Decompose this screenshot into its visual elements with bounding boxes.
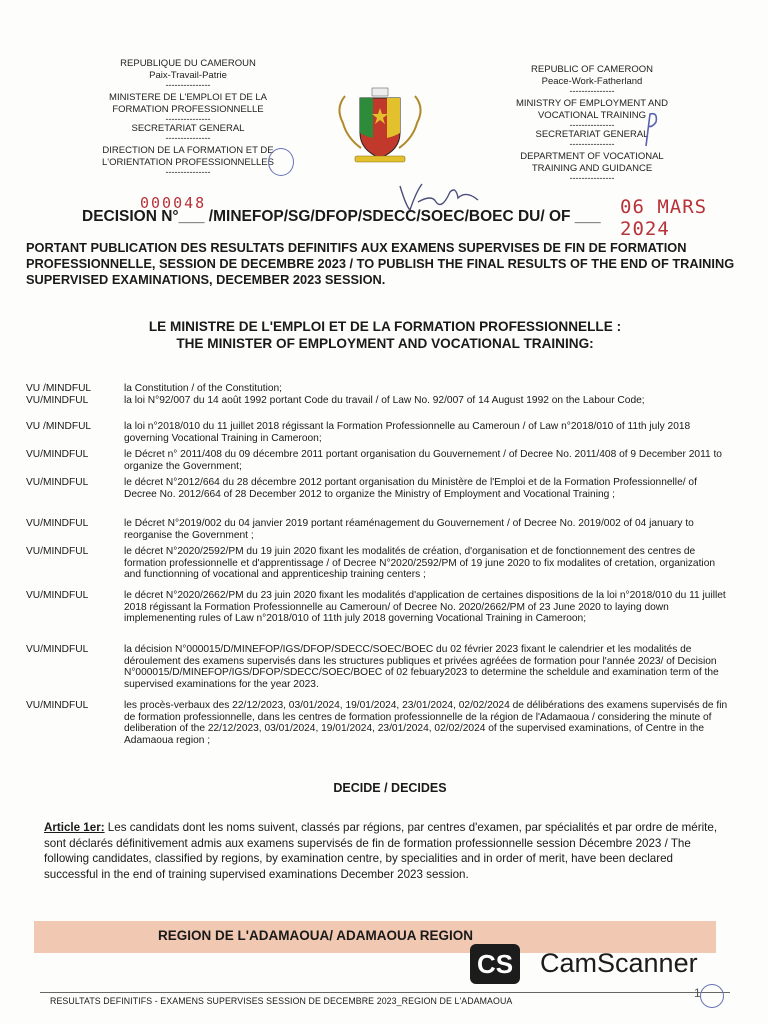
article-label: Article 1er: — [44, 821, 105, 834]
divider: --------------- — [165, 114, 211, 124]
decide-heading: DECIDE / DECIDES — [333, 781, 447, 795]
decision-number-stamp: 000048 — [140, 194, 207, 212]
ministry-fr-line2: FORMATION PROFESSIONNELLE — [112, 104, 264, 115]
vu-label: VU /MINDFUL — [26, 383, 92, 394]
vu-text: les procès-verbaux des 22/12/2023, 03/01/2024, 19/01/2024, 23/01/2024, 02/02/2024 de délibérations des examens supervisés de fin de formation professionnelle, dans les centres de formation professionnelle de la région de l'Adamaoua / considering the minute of deliberation of the 22/12/2023, 03/01/2024, 19/01/2024, 23/01/2024, 02/02/2024 of the supervised examinations, of Centre in the Adamaoua region ; — [124, 700, 728, 746]
vu-text: le décret N°2020/2592/PM du 19 juin 2020 fixant les modalités de création, d'organisation et de fonctionnement des centres de formation professionnelle et d'apprentissage / of Decree N°2020/2592/PM of 19 june 2020 to fix modalites of cretation, organization and functionning of vocational and apprenticeship training centers ; — [124, 546, 716, 581]
minister-line-fr: LE MINISTRE DE L'EMPLOI ET DE LA FORMATION PROFESSIONNELLE : — [148, 319, 622, 334]
vu-text: la décision N°000015/D/MINEFOP/IGS/DFOP/SDECC/SOEC/BOEC du 02 février 2023 fixant le calendrier et les modalités de déroulement des examens supervisés dans les structures publiques et privées agréées de formation pour l'année 2023/ of Decision N°000015/D/MINEFOP/IGS/DFOP/SDECC/SOEC/BOEC of 02 febuary2023 to determine the scheldule and examination term of the supervised examinations for the year 2023. — [124, 644, 719, 690]
country-en: REPUBLIC OF CAMEROON — [531, 64, 653, 75]
vu-label: VU/MINDFUL — [26, 546, 89, 557]
vu-label: VU/MINDFUL — [26, 449, 89, 460]
secretariat-fr: SECRETARIAT GENERAL — [131, 123, 245, 134]
ministry-fr-line1: MINISTERE DE L'EMPLOI ET DE LA — [109, 92, 267, 103]
vu-label: VU/MINDFUL — [26, 477, 89, 488]
divider: --------------- — [165, 133, 211, 143]
ministry-en-line2: VOCATIONAL TRAINING — [537, 110, 647, 121]
vu-text: la loi N°92/007 du 14 août 1992 portant Code du travail / of Law No. 92/007 of 14 August 1992 on the Labour Code; — [124, 395, 645, 406]
region-title: REGION DE L'ADAMAOUA/ ADAMAOUA REGION — [158, 928, 473, 943]
motto-en: Peace-Work-Fatherland — [541, 76, 643, 87]
footer-divider — [40, 992, 730, 993]
divider: --------------- — [165, 80, 211, 90]
department-en-line2: TRAINING AND GUIDANCE — [531, 163, 653, 174]
vu-text: la Constitution / of the Constitution; — [124, 383, 282, 394]
coat-of-arms-icon — [325, 78, 435, 168]
footer-text: RESULTATS DEFINITIFS - EXAMENS SUPERVISES SESSION DE DECEMBRE 2023_REGION DE L'ADAMAOUA — [50, 996, 513, 1006]
minister-line-en: THE MINISTER OF EMPLOYMENT AND VOCATIONAL TRAINING: — [176, 336, 594, 351]
vu-label: VU/MINDFUL — [26, 590, 89, 601]
vu-label: VU /MINDFUL — [26, 421, 92, 432]
ministry-en-line1: MINISTRY OF EMPLOYMENT AND — [515, 98, 669, 109]
department-en-line1: DEPARTMENT OF VOCATIONAL — [520, 151, 664, 162]
secretariat-en: SECRETARIAT GENERAL — [535, 129, 649, 140]
vu-text: le décret N°2012/664 du 28 décembre 2012 portant organisation du Ministère de l'Emploi et de la Formation Professionnelle/ of Decree No. 2012/664 of 28 December 2012 to organize the Ministry of Employment and Vocational Training ; — [124, 477, 697, 500]
vu-text: le Décret n° 2011/408 du 09 décembre 2011 portant organisation du Gouvernement / of Decree No. 2011/408 of 9 December 2011 to organize the Government; — [124, 449, 722, 472]
article-1 — [44, 820, 724, 882]
minister-heading — [120, 318, 650, 352]
direction-fr-line1: DIRECTION DE LA FORMATION ET DE — [102, 145, 274, 156]
left-header — [88, 58, 288, 176]
vu-label: VU/MINDFUL — [26, 395, 89, 406]
camscanner-watermark: CamScanner — [540, 948, 698, 978]
page-number: 1 — [694, 986, 701, 1000]
divider: --------------- — [569, 120, 615, 130]
initial-stamp-icon — [268, 148, 294, 176]
divider: --------------- — [569, 173, 615, 183]
right-header — [492, 64, 692, 182]
divider: --------------- — [165, 167, 211, 177]
vu-text: le Décret N°2019/002 du 04 janvier 2019 portant réaménagement du Gouvernement / of Decree No. 2019/002 of 04 january to reorganise the Government ; — [124, 518, 694, 541]
vu-text: le décret N°2020/2662/PM du 23 juin 2020 fixant les modalités d'application de certaines dispositions de la loi n°2018/010 du 11 juillet 2018 régissant la Formation Professionnelle au Cameroun/ of Decree No. 2020/2662/PM of 23 June 2020 to laying down implemenenting rules of Law n°2018/010 of 11th july 2018 governing Vocational Training in Cameroon; — [124, 590, 726, 625]
decision-date-stamp: 06 MARS 2024 — [620, 196, 708, 240]
divider: --------------- — [569, 86, 615, 96]
motto-fr: Paix-Travail-Patrie — [149, 70, 227, 81]
direction-fr-line2: L'ORIENTATION PROFESSIONNELLES — [102, 157, 274, 168]
divider: --------------- — [569, 139, 615, 149]
camscanner-logo-icon: CS — [470, 944, 520, 984]
document-title: PORTANT PUBLICATION DES RESULTATS DEFINITIFS AUX EXAMENS SUPERVISES DE FIN DE FORMATION PROFESSIONNELLE, SESSION DE DECEMBRE 2023 / TO PUBLISH THE FINAL RESULTS OF THE END OF TRAINING SUPERVISED EXAMINATIONS, DECEMBER 2023 SESSION. — [26, 240, 735, 287]
signature-mark-icon — [642, 110, 662, 150]
vu-label: VU/MINDFUL — [26, 518, 89, 529]
vu-text: la loi n°2018/010 du 11 juillet 2018 régissant la Formation Professionnelle au Cameroun / of Law n°2018/010 of 11th july 2018 governing Vocational Training in Cameroon; — [124, 421, 691, 444]
country-fr: REPUBLIQUE DU CAMEROUN — [120, 58, 256, 69]
article-text: Les candidats dont les noms suivent, classés par régions, par centres d'examen, par spécialités et par ordre de mérite, sont déclarés définitivement admis aux examens supervisés de fin de formation professionnelle session Décembre 2023 / The following candidates, classified by regions, by examination centre, by specialities and in order of merit, have been declared successful in the end of training supervised examinations December 2023 session. — [44, 821, 718, 881]
vu-label: VU/MINDFUL — [26, 644, 89, 655]
page-stamp-icon — [700, 984, 724, 1008]
vu-label: VU/MINDFUL — [26, 700, 89, 711]
decision-reference: DECISION N°___ /MINEFOP/SG/DFOP/SDECC/SOEC/BOEC DU/ OF ___ — [82, 208, 601, 225]
